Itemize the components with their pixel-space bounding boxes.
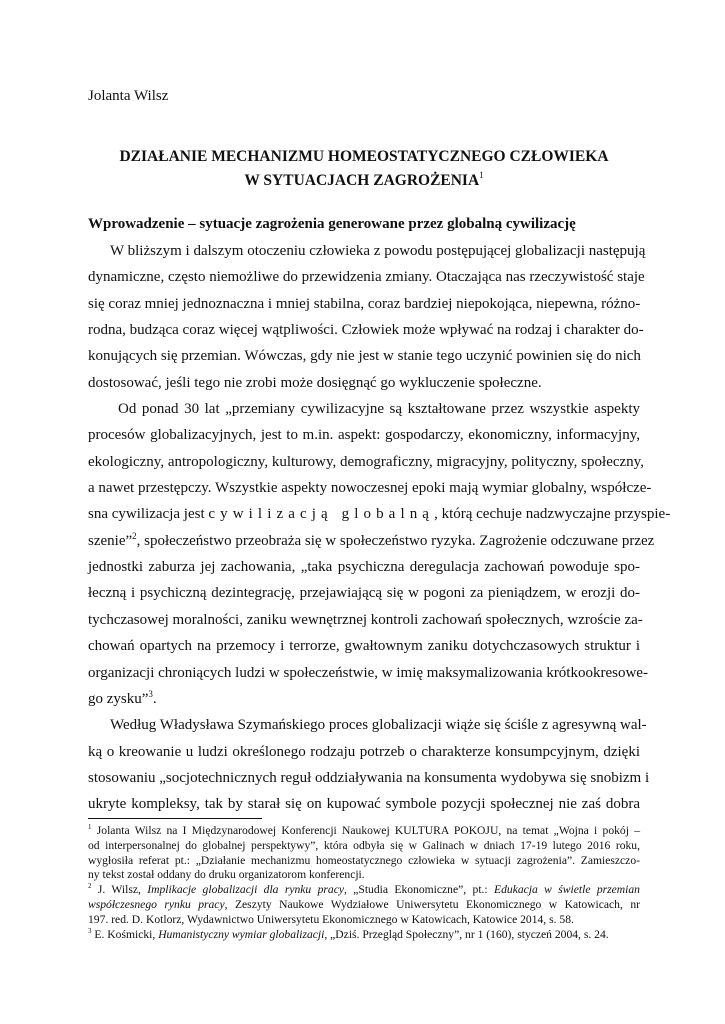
spaced-emphasis: cywilizacją globalną (208, 506, 435, 523)
title-line-2 (88, 166, 640, 190)
footnote-line: ny tekst został oddany do druku organizatorom konferencji. (88, 868, 365, 882)
title-line-2-text: W SYTUACJACH ZAGROŻENIA (244, 172, 480, 189)
body-line: rodna, budząca coraz więcej wątpliwości. Człowiek może wpływać na rodzaj i charakter do- (88, 322, 644, 339)
footnote-text: , Zeszyty Naukowe Wydziałowe Uniwersytetu Ekonomicznego w Katowicach, nr (224, 897, 640, 911)
title-footnote-ref[interactable]: 1 (479, 170, 484, 180)
footnote-text: J. Wilsz, (97, 883, 141, 897)
body-line: ukryte kompleksy, tak by starał się on kupować symbole pozycji społecznej nie zaś dobra (88, 796, 640, 813)
body-line: się coraz mniej jednoznaczna i mniej stabilna, coraz bardziej niepokojąca, niepewna, różno- (88, 295, 641, 312)
body-fragment: go zysku” (88, 690, 149, 707)
footnote-text: , „Dziś. Przegląd Społeczny”, nr 1 (160), styczeń 2004, s. 24. (324, 927, 609, 941)
body-fragment: , społeczeństwo przeobraża się w społeczeństwo ryzyka. Zagrożenie odczuwane przez (136, 532, 655, 549)
footnote-number: 2 (88, 882, 92, 891)
footnote-text: Jolanta Wilsz na I Międzynarodowej Konferencji Naukowej KULTURA POKOJU, na temat „Wojna i pokój – (96, 824, 640, 837)
footnote-2 (88, 883, 640, 898)
body-line (88, 528, 655, 554)
body-line: ekologiczny, antropologiczny, kulturowy, demograficzny, migracyjny, polityczny, społeczny, (88, 453, 644, 470)
page-title (88, 148, 640, 190)
body-line: jednostki zaburza jej zachowania, „taka psychiczna deregulacja zachowań powoduje spo- (88, 559, 640, 576)
footnote-text: , „Studia Ekonomiczne”, pt.: (343, 883, 488, 897)
body-line: W bliższym i dalszym otoczeniu człowieka z powodu postępującej globalizacji następują (110, 243, 646, 259)
footnotes (88, 824, 640, 942)
footnote-line: wygłosiła referat pt.: „Działanie mechanizmu homeostatycznego człowieka w sytuacji zagrożenia”. Zamieszczo- (88, 853, 640, 867)
body-line: ką o kreowanie u ludzi określonego rodzaju potrzeb o charakterze konsumpcyjnym, dzięki (88, 743, 640, 760)
body-fragment: , którą cechuje nadzwyczajne przyspie- (434, 506, 671, 523)
footnote-title: współczesnego rynku pracy (88, 897, 225, 911)
author-name: Jolanta Wilsz (88, 88, 169, 104)
footnote-line: 197. red. D. Kotlorz, Wydawnictwo Uniwersytetu Ekonomicznego w Katowicach, Katowice 2014, s. 58. (88, 912, 574, 926)
body-line (88, 686, 640, 712)
footnote-ref-2[interactable]: 2 (132, 530, 137, 541)
footnote-line (88, 898, 640, 913)
footnote-number: 1 (88, 823, 92, 831)
footnote-title: Implikacje globalizacji dla rynku pracy (147, 883, 344, 897)
footnote-1 (88, 824, 640, 839)
body-line: stosowaniu „socjotechnicznych reguł oddziaływania na konsumenta wydobywa się snobizm i (88, 769, 650, 786)
body-fragment: szenie” (88, 532, 133, 549)
footnote-3 (88, 928, 640, 943)
footnote-ref-3[interactable]: 3 (148, 688, 153, 699)
body-line: a nawet przestępczy. Wszystkie aspekty nowoczesnej epoki mają wymiar globalny, współcze- (88, 480, 652, 497)
title-line-1: DZIAŁANIE MECHANIZMU HOMEOSTATYCZNEGO CZŁOWIEKA (119, 148, 609, 165)
body-line: konujących się przemian. Wówczas, gdy nie jest w stanie tego uczynić powinien się do nich (88, 348, 641, 365)
footnote-title: Edukacja w świetle przemian (494, 883, 640, 897)
body-line: łeczną i psychiczną dezintegrację, przejawiającą się w pogoni za pieniądzem, w erozji do- (88, 585, 640, 602)
body-fragment: . (152, 690, 157, 707)
footnote-divider (88, 818, 262, 819)
body-line: procesów globalizacyjnych, jest to m.in. aspekt: gospodarczy, ekonomiczny, informacyjny, (88, 427, 640, 444)
body-fragment: sna cywilizacja jest (88, 506, 205, 523)
section-heading: Wprowadzenie – sytuacje zagrożenia generowane przez globalną cywilizację (88, 216, 576, 232)
body-line: dynamiczne, często niemożliwe do przewidzenia zmiany. Otaczająca nas rzeczywistość staje (88, 269, 645, 286)
body-line: Od ponad 30 lat „przemiany cywilizacyjne są kształtowane przez wszystkie aspekty (118, 401, 640, 418)
body-line: Według Władysława Szymańskiego proces globalizacji wiąże się ściśle z agresywną wal- (110, 717, 647, 734)
body-line (88, 501, 671, 527)
body-line: tychczasowej moralności, zaniku wewnętrznej kontroli zachowań społecznych, wzroście za- (88, 611, 643, 628)
body-line: dostosować, jeśli tego nie zrobi może dosięgnąć go wykluczenie społeczne. (88, 374, 542, 391)
body-line: organizacji chroniących ludzi w społeczeństwie, w imię maksymalizowania krótkookresowe- (88, 664, 648, 681)
body-line: chowań opartych na przemocy i terrorze, gwałtownym zaniku dotychczasowych struktur i (88, 638, 640, 655)
body-text (88, 238, 671, 818)
footnote-line: od interpersonalnej do globalnej perspektywy”, która odbyła się w Galinach w dniach 17-19 lutego 2016 roku, (88, 838, 640, 852)
footnote-text: E. Kośmicki, (94, 927, 156, 941)
footnote-title: Humanistyczny wymiar globalizacji (158, 927, 325, 941)
footnote-number: 3 (88, 926, 92, 935)
